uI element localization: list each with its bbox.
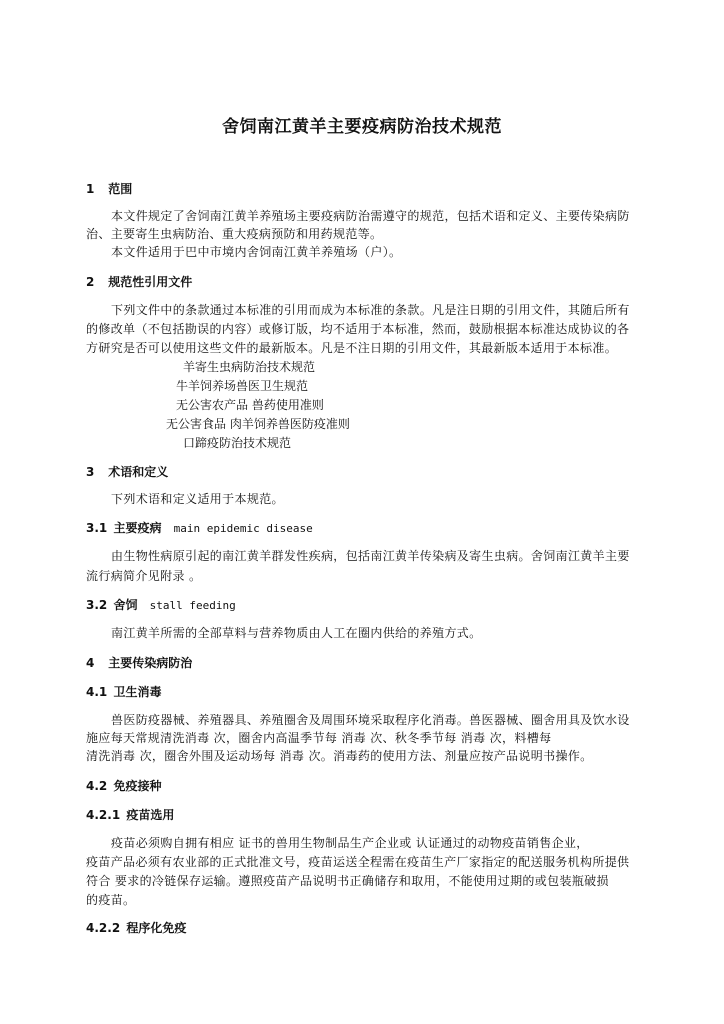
- document-title: 舍饲南江黄羊主要疫病防治技术规范: [222, 117, 502, 137]
- reference-item: 羊寄生虫病防治技术规范: [183, 360, 316, 374]
- subsection-4-2-1-heading: [86, 806, 174, 823]
- subsection-number: 4.2.1: [86, 808, 121, 822]
- paragraph-line: 施应每天常规清洗消毒 次，圈舍内高温季节每 消毒 次、秋冬季节每 消毒 次，料槽每: [86, 731, 552, 745]
- subsection-number: 4.2.2: [86, 921, 121, 935]
- section-3-heading: [86, 463, 168, 480]
- term-3-1-heading: [86, 519, 313, 536]
- paragraph-line: 符合 要求的冷链保存运输。遵照疫苗产品说明书正确储存和取用，不能使用过期的或包装瓶破损: [86, 874, 609, 888]
- section-title: 术语和定义: [108, 465, 169, 479]
- paragraph-line: 流行病简介见附录 。: [86, 569, 202, 583]
- paragraph-line: 的修改单（不包括勘误的内容）或修订版，均不适用于本标准，然而，鼓励根据本标准达成协议的各: [86, 322, 630, 336]
- term-name: 舍饲: [113, 598, 138, 612]
- reference-item: 无公害农产品 兽药使用准则: [176, 398, 324, 412]
- paragraph-line: 下列文件中的条款通过本标准的引用而成为本标准的条款。凡是注日期的引用文件，其随后所有: [111, 303, 630, 317]
- paragraph-line: 由生物性病原引起的南江黄羊群发性疾病，包括南江黄羊传染病及寄生虫病。舍饲南江黄羊主要: [111, 549, 630, 563]
- section-number: 2: [86, 275, 95, 289]
- paragraph-line: 方研究是否可以使用这些文件的最新版本。凡是不注日期的引用文件，其最新版本适用于本标准。: [86, 341, 618, 355]
- paragraph-line: 本文件规定了舍饲南江黄羊养殖场主要疫病防治需遵守的规范，包括术语和定义、主要传染病防: [111, 209, 630, 223]
- term-number: 3.1: [86, 521, 108, 535]
- subsection-number: 4.1: [86, 685, 108, 699]
- paragraph-line: 南江黄羊所需的全部草料与营养物质由人工在圈内供给的养殖方式。: [111, 626, 482, 640]
- section-title: 范围: [108, 182, 133, 196]
- subsection-4-1-heading: [86, 683, 161, 700]
- paragraph-line: 下列术语和定义适用于本规范。: [111, 492, 284, 506]
- subsection-4-2-2-heading: [86, 919, 186, 936]
- section-number: 4: [86, 656, 95, 670]
- section-title: 规范性引用文件: [108, 275, 193, 289]
- paragraph-line: 的疫苗。: [86, 893, 136, 907]
- subsection-number: 4.2: [86, 779, 108, 793]
- section-number: 3: [86, 465, 95, 479]
- term-english: main epidemic disease: [173, 522, 313, 535]
- section-number: 1: [86, 182, 95, 196]
- paragraph-line: 清洗消毒 次，圈舍外围及运动场每 消毒 次。消毒药的使用方法、剂量应按产品说明书操作。: [86, 749, 593, 763]
- section-2-heading: [86, 273, 192, 290]
- subsection-title: 免疫接种: [113, 779, 162, 793]
- reference-item: 牛羊饲养场兽医卫生规范: [176, 379, 309, 393]
- subsection-title: 疫苗选用: [126, 808, 175, 822]
- subsection-title: 卫生消毒: [113, 685, 162, 699]
- subsection-4-2-heading: [86, 777, 161, 794]
- section-title: 主要传染病防治: [108, 656, 193, 670]
- term-english: stall feeding: [149, 599, 236, 612]
- section-4-heading: [86, 654, 192, 671]
- term-name: 主要疫病: [113, 521, 162, 535]
- paragraph-line: 疫苗必须购自拥有相应 证书的兽用生物制品生产企业或 认证通过的动物疫苗销售企业，: [111, 836, 589, 850]
- reference-item: 无公害食品 肉羊饲养兽医防疫准则: [166, 417, 350, 431]
- section-1-heading: [86, 180, 132, 197]
- term-number: 3.2: [86, 598, 108, 612]
- paragraph-line: 治、主要寄生虫病防治、重大疫病预防和用药规范等。: [86, 227, 383, 241]
- paragraph-line: 本文件适用于巴中市境内舍饲南江黄羊养殖场（户）。: [111, 245, 402, 259]
- reference-item: 口蹄疫防治技术规范: [183, 436, 292, 450]
- subsection-title: 程序化免疫: [126, 921, 187, 935]
- term-3-2-heading: [86, 596, 236, 613]
- paragraph-line: 疫苗产品必须有农业部的正式批准文号，疫苗运送全程需在疫苗生产厂家指定的配送服务机构所提供: [86, 855, 630, 869]
- paragraph-line: 兽医防疫器械、养殖器具、养殖圈舍及周围环境采取程序化消毒。兽医器械、圈舍用具及饮水设: [111, 713, 630, 727]
